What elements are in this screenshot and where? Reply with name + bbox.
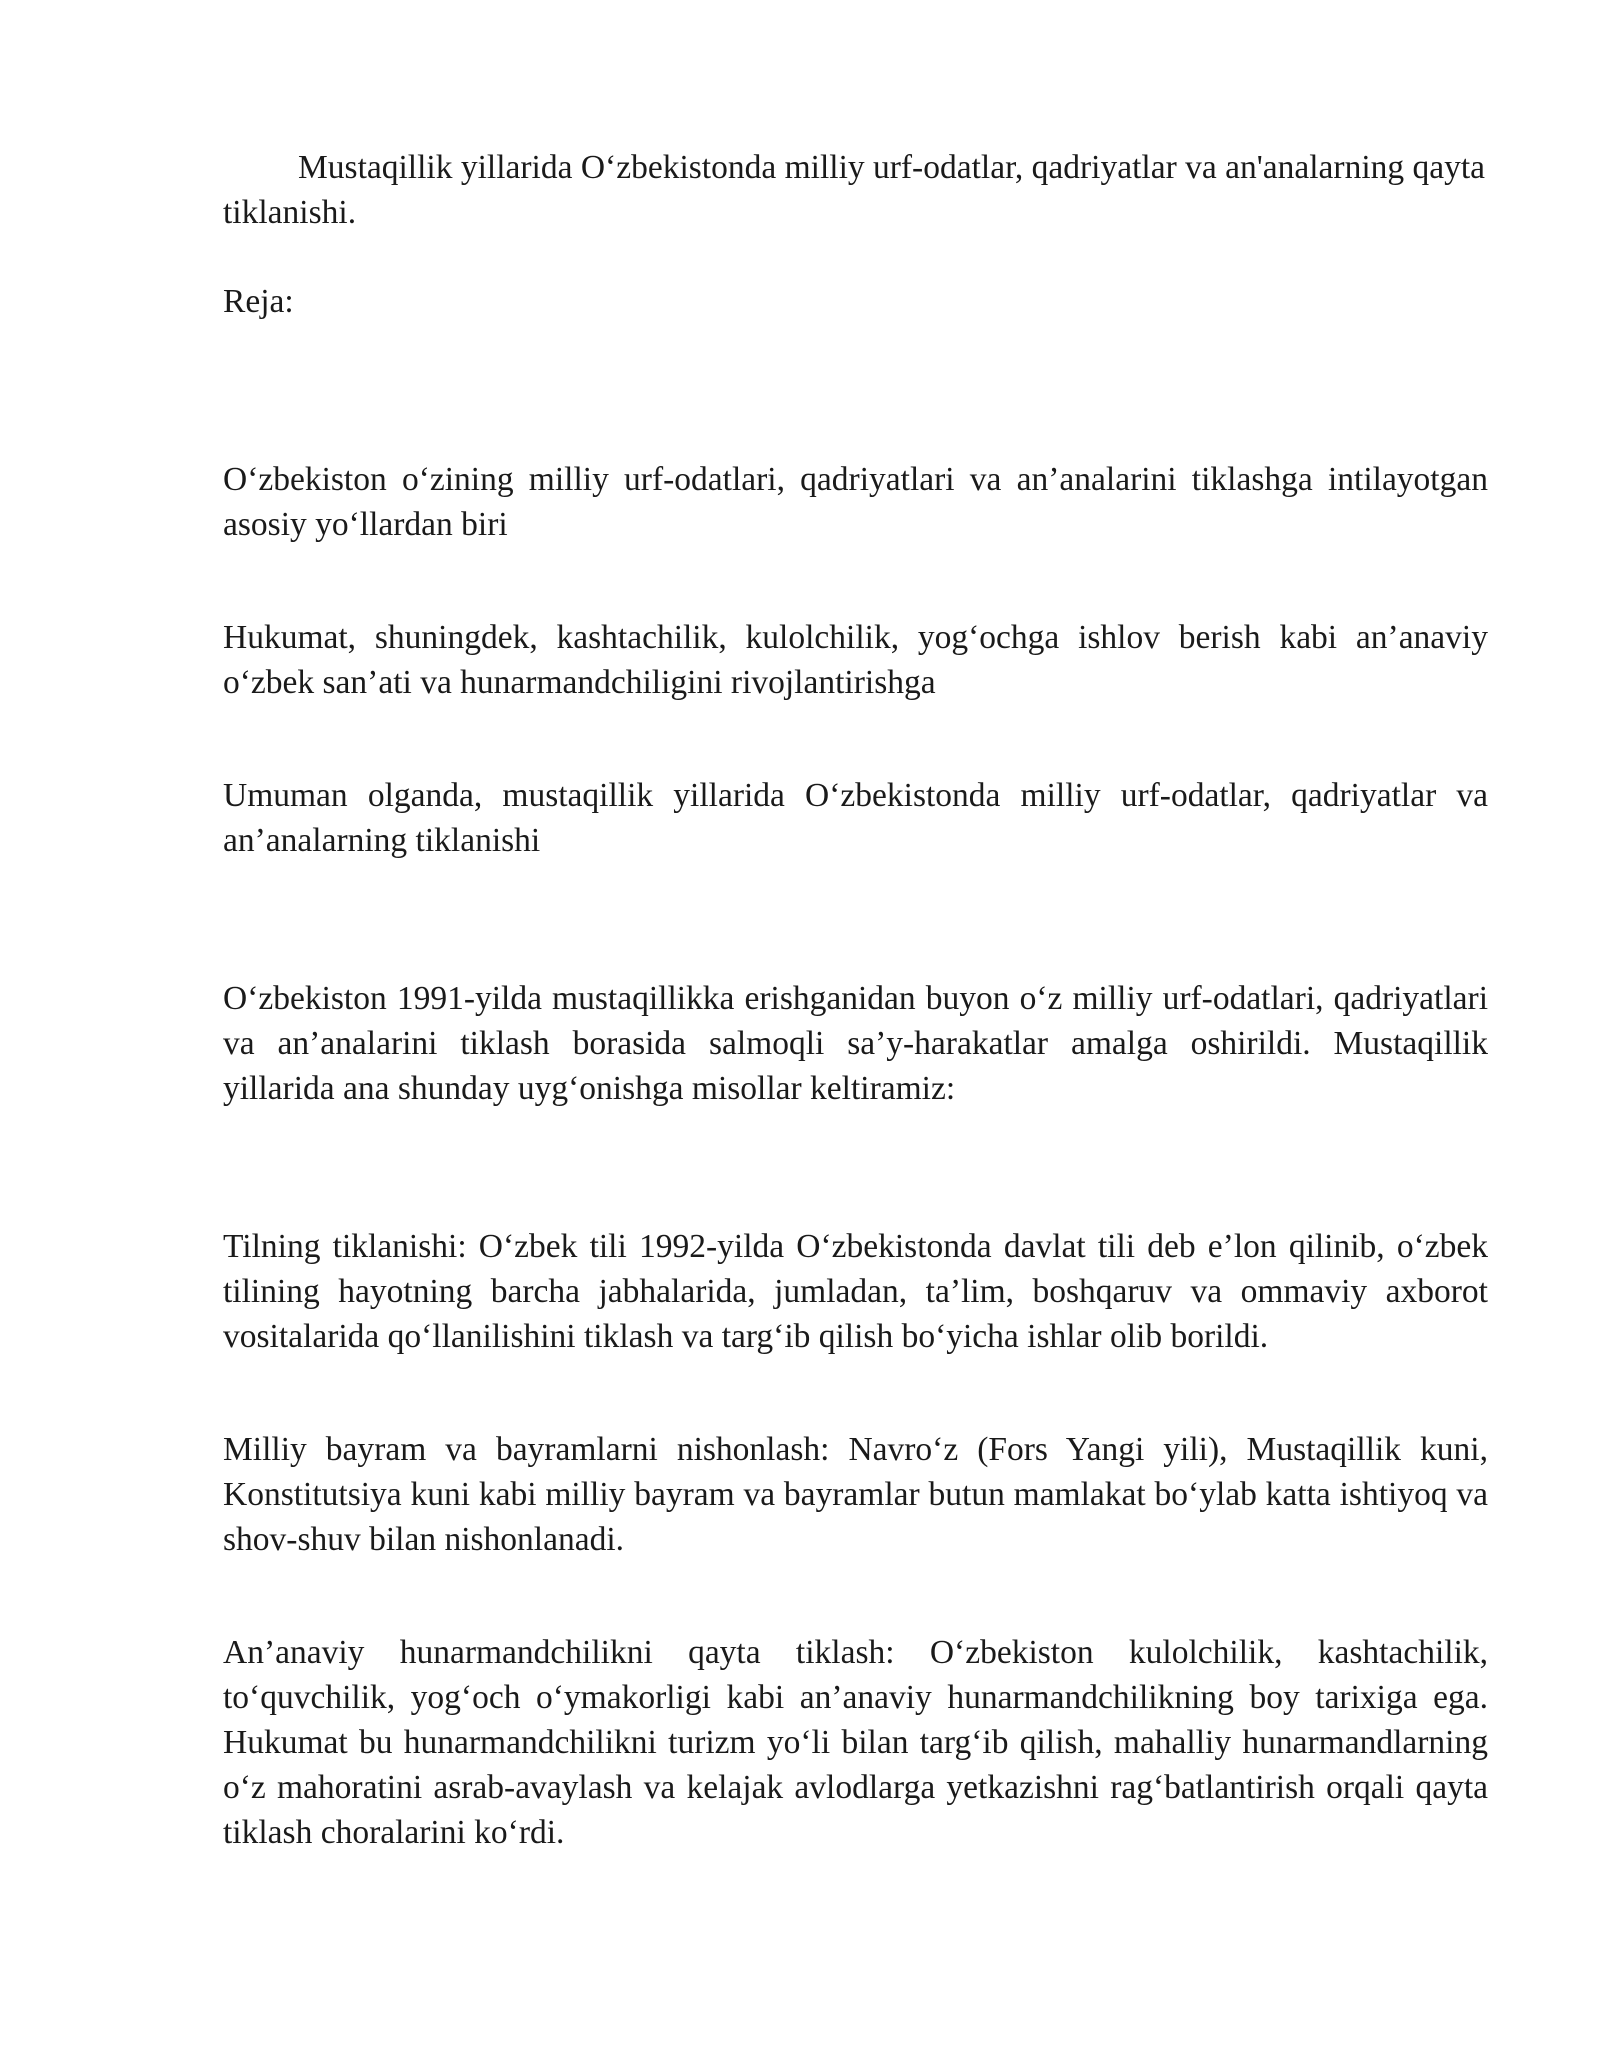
paragraph-7: An’anaviy hunarmandchilikni qayta tiklash: O‘zbekiston kulolchilik, kashtachilik, to‘quvchilik, yog‘och o‘ymakorligi kabi an’anaviy hunarmandchilikning boy tarixiga ega. Hukumat bu hunarmandchilikni turizm yo‘li bilan targ‘ib qilish, mahalliy hunarmandlarning o‘z mahoratini asrab-avaylash va kelajak avlodlarga yetkazishni rag‘batlantirish orqali qayta tiklash choralarini ko‘rdi. — [223, 1634, 1488, 1851]
paragraph-1: O‘zbekiston o‘zining milliy urf-odatlari, qadriyatlari va an’analarini tiklashga intilayotgan asosiy yo‘llardan biri — [223, 461, 1488, 543]
paragraph-3: Umuman olganda, mustaqillik yillarida O‘zbekistonda milliy urf-odatlar, qadriyatlar va an’analarning tiklanishi — [223, 777, 1488, 859]
document-page — [223, 145, 1488, 1855]
plan-label: Reja: — [223, 283, 294, 320]
paragraph-2: Hukumat, shuningdek, kashtachilik, kulolchilik, yog‘ochga ishlov berish kabi an’anaviy o‘zbek san’ati va hunarmandchiligini rivojlantirishga — [223, 619, 1488, 701]
paragraph-5: Tilning tiklanishi: O‘zbek tili 1992-yilda O‘zbekistonda davlat tili deb e’lon qilinib, o‘zbek tilining hayotning barcha jabhalarida, jumladan, ta’lim, boshqaruv va ommaviy axborot vositalarida qo‘llanilishini tiklash va targ‘ib qilish bo‘yicha ishlar olib borildi. — [223, 1228, 1488, 1355]
paragraph-6: Milliy bayram va bayramlarni nishonlash: Navro‘z (Fors Yangi yili), Mustaqillik kuni, Konstitutsiya kuni kabi milliy bayram va bayramlar butun mamlakat bo‘ylab katta ishtiyoq va shov-shuv bilan nishonlanadi. — [223, 1431, 1488, 1558]
document-title: Mustaqillik yillarida O‘zbekistonda milliy urf-odatlar, qadriyatlar va an'analarning qayta tiklanishi. — [223, 149, 1486, 231]
paragraph-4: O‘zbekiston 1991-yilda mustaqillikka erishganidan buyon o‘z milliy urf-odatlari, qadriyatlari va an’analarini tiklash borasida salmoqli sa’y-harakatlar amalga oshirildi. Mustaqillik yillarida ana shunday uyg‘onishga misollar keltiramiz: — [223, 980, 1488, 1107]
